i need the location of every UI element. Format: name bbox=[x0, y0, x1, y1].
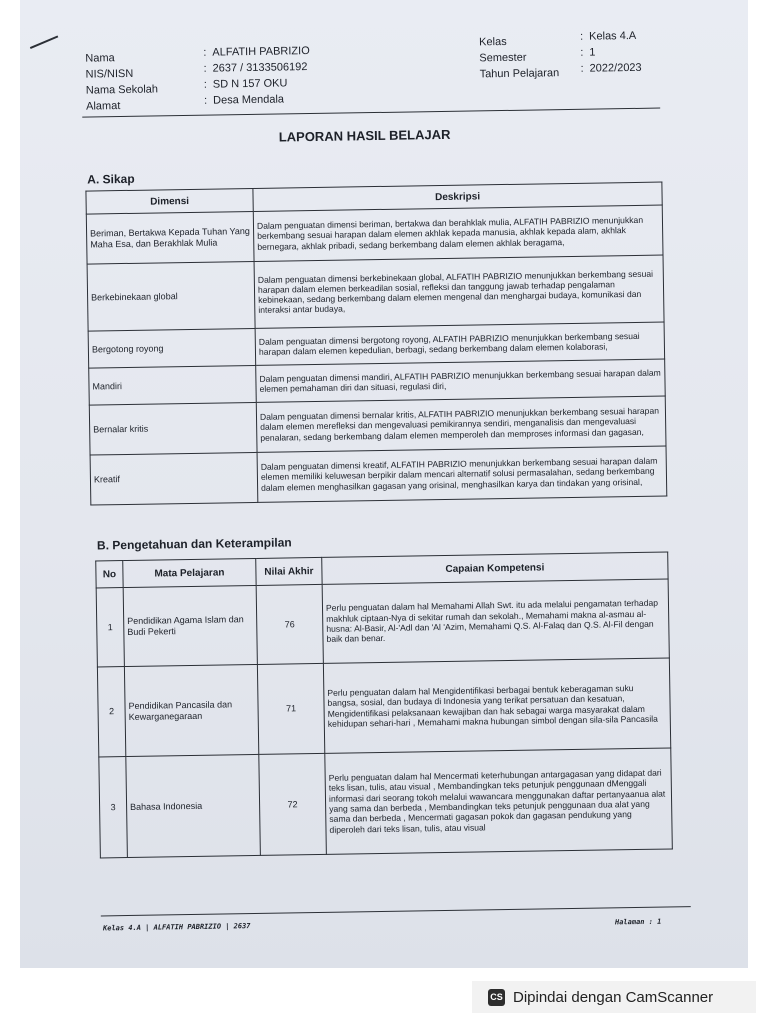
mapel-cell: Pendidikan Agama Islam dan Budi Pekerti bbox=[123, 585, 257, 666]
label-nis: NIS/NISN bbox=[85, 67, 134, 81]
report-title: LAPORAN HASIL BELAJAR bbox=[278, 126, 451, 145]
value-nis: : 2637 / 3133506192 bbox=[203, 61, 308, 75]
dimensi-cell: Berkebinekaan global bbox=[87, 261, 255, 331]
label-semester: Semester bbox=[479, 51, 527, 65]
scanned-paper bbox=[20, 0, 748, 968]
value-tahun: : 2022/2023 bbox=[580, 61, 642, 75]
value-sekolah: : SD N 157 OKU bbox=[203, 77, 288, 91]
label-alamat: Alamat bbox=[86, 100, 121, 113]
table-row bbox=[89, 396, 666, 455]
report-sheet bbox=[20, 0, 748, 968]
col-deskripsi: Deskripsi bbox=[253, 182, 662, 211]
col-mata-pelajaran: Mata Pelajaran bbox=[123, 558, 256, 587]
no-cell: 3 bbox=[99, 757, 128, 858]
mapel-cell: Bahasa Indonesia bbox=[126, 754, 261, 857]
table-row bbox=[90, 446, 667, 505]
label-nama: Nama bbox=[85, 52, 115, 65]
col-capaian: Capaian Kompetensi bbox=[322, 552, 668, 584]
nilai-cell: 71 bbox=[257, 663, 324, 754]
label-sekolah: Nama Sekolah bbox=[85, 83, 159, 97]
label-kelas: Kelas bbox=[479, 35, 507, 49]
value-nama: : ALFATIH PABRIZIO bbox=[203, 45, 310, 59]
no-cell: 2 bbox=[97, 667, 125, 757]
capaian-cell: Perlu penguatan dalam hal Memahami Allah Swt. itu ada melalui pengamatan terhadap makhluk ciptaan-Nya di sekitar rumah dan sekolah., Memahami makna al-asmau al-husna: Al-Basir, Al-'Adl dan 'Al 'Azim, Memahami Q.S. Al-Falaq dan Q.S. Al-Fil dengan baik dan benar. bbox=[322, 579, 669, 663]
footer-rule bbox=[101, 906, 691, 916]
value-semester: : 1 bbox=[580, 46, 596, 59]
label-tahun: Tahun Pelajaran bbox=[479, 67, 560, 81]
table-row bbox=[87, 255, 664, 331]
section-pengetahuan-heading: B. Pengetahuan dan Keterampilan bbox=[96, 535, 292, 553]
footer-left: Kelas 4.A | ALFATIH PABRIZIO | 2637 bbox=[102, 922, 251, 933]
deskripsi-cell: Dalam penguatan dimensi bergotong royong, ALFATIH PABRIZIO menunjukkan berkembang sesuai harapan dalam elemen kepedulian, berbagi, sedang berkembang dalam elemen kolaborasi, bbox=[255, 322, 665, 365]
deskripsi-cell: Dalam penguatan dimensi berkebinekaan global, ALFATIH PABRIZIO menunjukkan berkembang sesuai harapan dalam elemen berkeadilan sosial, refleksi dan tanggung jawab terhadap pengalaman kebinekaan, sedang berkembang dalam elemen mengenal dan menghargai budaya, komunikasi dan interaksi antar budaya, bbox=[254, 255, 664, 328]
camscanner-text: Dipindai dengan CamScanner bbox=[513, 988, 714, 1006]
no-cell: 1 bbox=[96, 588, 124, 667]
capaian-cell: Perlu penguatan dalam hal Mencermati keterhubungan antargagasan yang didapat dari teks lisan, tulis, atau visual , Membandingkan teks petunjuk penggunaan dMenggali informasi dari seorang tokoh melalui wawancara menggunakan daftar pertanyaanua alat yang sama dan berbeda , Membandingkan teks petunjuk penggunaan dua alat yang sama dan berbeda , Mencermati gagasan pokok dan gagasan pendukung yang diperoleh dari teks lisan, tulis, atau visual bbox=[325, 748, 673, 854]
camscanner-logo-icon: CS bbox=[488, 989, 505, 1006]
header-rule bbox=[82, 108, 660, 118]
dimensi-cell: Beriman, Bertakwa Kepada Tuhan Yang Maha Esa, dan Berakhlak Mulia bbox=[86, 211, 254, 264]
capaian-cell: Perlu penguatan dalam hal Mengidentifikasi berbagai bentuk keberagaman suku bangsa, sosial, dan budaya di Indonesia yang terikat persatuan dan kesatuan, Mengidentifikasi pelaksanaan kewajiban dan hak sebagai warga masyarakat dalam kehidupan sehari-hari , Memahami makna hubungan simbol dengan sila-sila Pancasila bbox=[323, 658, 670, 753]
dimensi-cell: Bernalar kritis bbox=[89, 402, 257, 455]
value-kelas: : Kelas 4.A bbox=[579, 29, 637, 43]
table-row bbox=[86, 205, 663, 264]
section-sikap-heading: A. Sikap bbox=[87, 171, 135, 187]
deskripsi-cell: Dalam penguatan dimensi kreatif, ALFATIH PABRIZIO menunjukkan berkembang sesuai harapan dalam elemen memiliki keluwesan berpikir dalam mencari alternatif solusi permasalahan, sedang berkembang dalam elemen menghasilkan gagasan yang orisinal, menghasilkan karya dan tindakan yang orisinal, bbox=[257, 446, 667, 502]
deskripsi-cell: Dalam penguatan dimensi mandiri, ALFATIH PABRIZIO menunjukkan berkembang sesuai harapan dalam elemen pemahaman diri dan situasi, regulasi diri, bbox=[256, 359, 666, 402]
deskripsi-cell: Dalam penguatan dimensi bernalar kritis, ALFATIH PABRIZIO menunjukkan berkembang sesuai harapan dalam elemen merefleksi dan mengevaluasi pemikirannya sendiri, menganalisis dan mengevaluasi penalaran, sedang berkembang dalam elemen memperoleh dan memproses informasi dan gagasan, bbox=[256, 396, 666, 452]
mapel-cell: Pendidikan Pancasila dan Kewarganegaraan bbox=[124, 664, 258, 756]
col-dimensi: Dimensi bbox=[86, 188, 253, 214]
pengetahuan-table bbox=[95, 551, 673, 858]
dimensi-cell: Bergotong royong bbox=[88, 328, 256, 368]
table-row bbox=[99, 748, 673, 858]
dimensi-cell: Kreatif bbox=[90, 452, 258, 505]
col-no: No bbox=[96, 561, 123, 588]
deskripsi-cell: Dalam penguatan dimensi beriman, bertakwa dan berahklak mulia, ALFATIH PABRIZIO menunjukkan berkembang sesuai harapan dalam elemen akhlak kepada manusia, akhlak kepada alam, akhlak bernegara, akhlak pribadi, sedang berkembang dalam elemen akhlak beragama, bbox=[253, 205, 663, 261]
pen-mark bbox=[30, 35, 58, 49]
value-alamat: : Desa Mendala bbox=[203, 93, 285, 107]
table-row bbox=[96, 579, 669, 667]
camscanner-watermark bbox=[472, 981, 756, 1013]
dimensi-cell: Mandiri bbox=[89, 365, 257, 405]
col-nilai-akhir: Nilai Akhir bbox=[256, 557, 322, 585]
nilai-cell: 72 bbox=[259, 753, 327, 855]
nilai-cell: 76 bbox=[256, 584, 323, 664]
sikap-table bbox=[85, 182, 667, 506]
footer-page: Halaman : 1 bbox=[614, 917, 662, 927]
table-row bbox=[97, 658, 670, 757]
